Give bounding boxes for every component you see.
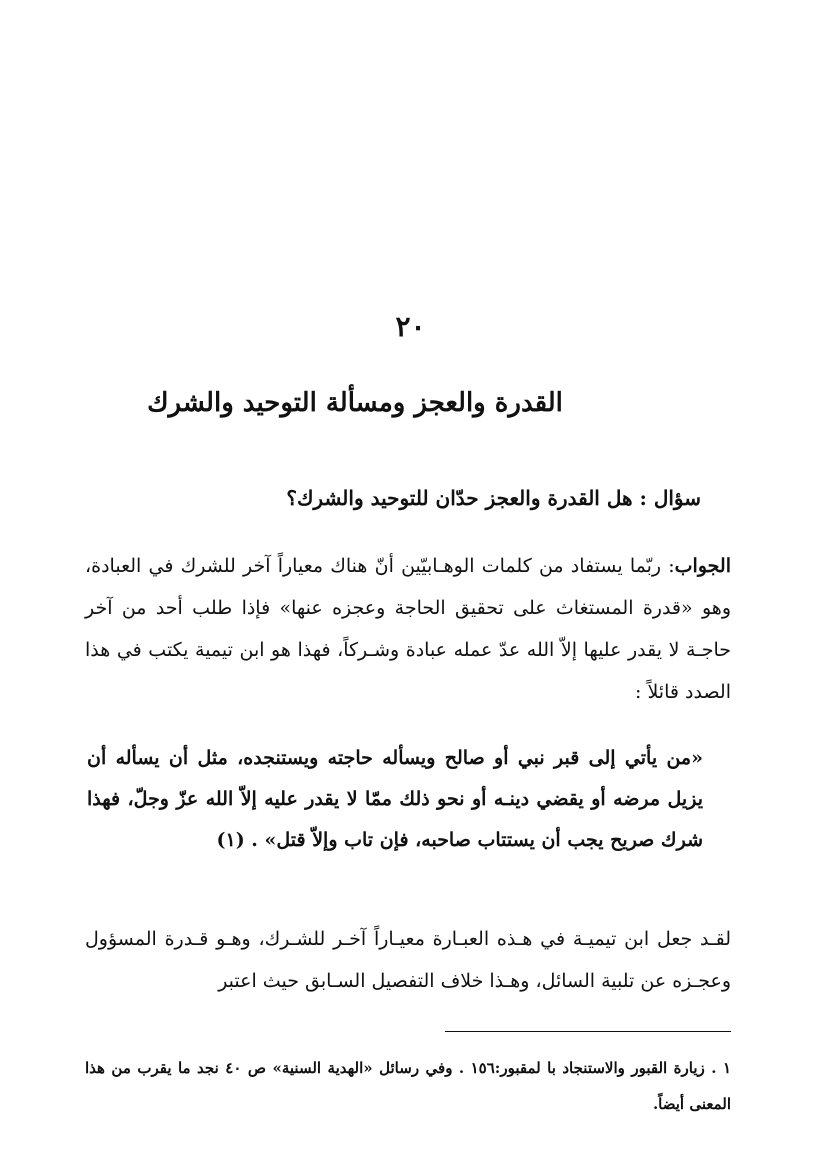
footnote-divider xyxy=(445,1031,731,1032)
answer-paragraph xyxy=(85,545,731,713)
footnote: ١ . زيارة القبور والاستنجاد با لمقبور:١٥٦ . وفي رسائل «الهدية السنية» ص ٤٠ نجد ما يقرب من هذا المعنى أيضاً. xyxy=(85,1059,732,1113)
chapter-number: ٢٠ xyxy=(395,310,426,343)
ibn-taymiyya-quote: «من يأتي إلى قبر نبي أو صالح ويسأله حاجته ويستنجده، مثل أن يسأله أن يزيل مرضه أو يقضي دينـه أو نحو ذلك ممّا لا يقدر عليه إلاّ الله عزّ وجلّ، فهذا شرك صريح يجب أن يستتاب صاحبه، فإن تاب وإلاّ قتل» . (١) xyxy=(87,747,703,851)
chapter-title: القدرة والعجز ومسألة التوحيد والشرك xyxy=(147,388,563,418)
answer-text: : ربّما يستفاد من كلمات الوهـابيّين أنّ هناك معياراً آخر للشرك في العبادة، وهو «قدرة المستغاث على تحقيق الحاجة وعجزه عنها» فإذا طلب أحد من آخر حاجـة لا يقدر عليها إلاّ الله عدّ عمله عبادة وشـركاً، فهذا هو ابن تيمية يكتب في هذا الصدد قائلاً : xyxy=(85,555,731,703)
second-paragraph: لقـد جعل ابن تيميـة في هـذه العبـارة معيـاراً آخـر للشـرك، وهـو قـدرة المسؤول وعجـزه عن تلبية السائل، وهـذا خلاف التفصيل السـابق حيث اعتبر xyxy=(85,928,731,992)
question-text: سؤال : هل القدرة والعجز حدّان للتوحيد والشرك؟ xyxy=(286,486,701,510)
answer-lead: الجواب xyxy=(674,555,731,577)
